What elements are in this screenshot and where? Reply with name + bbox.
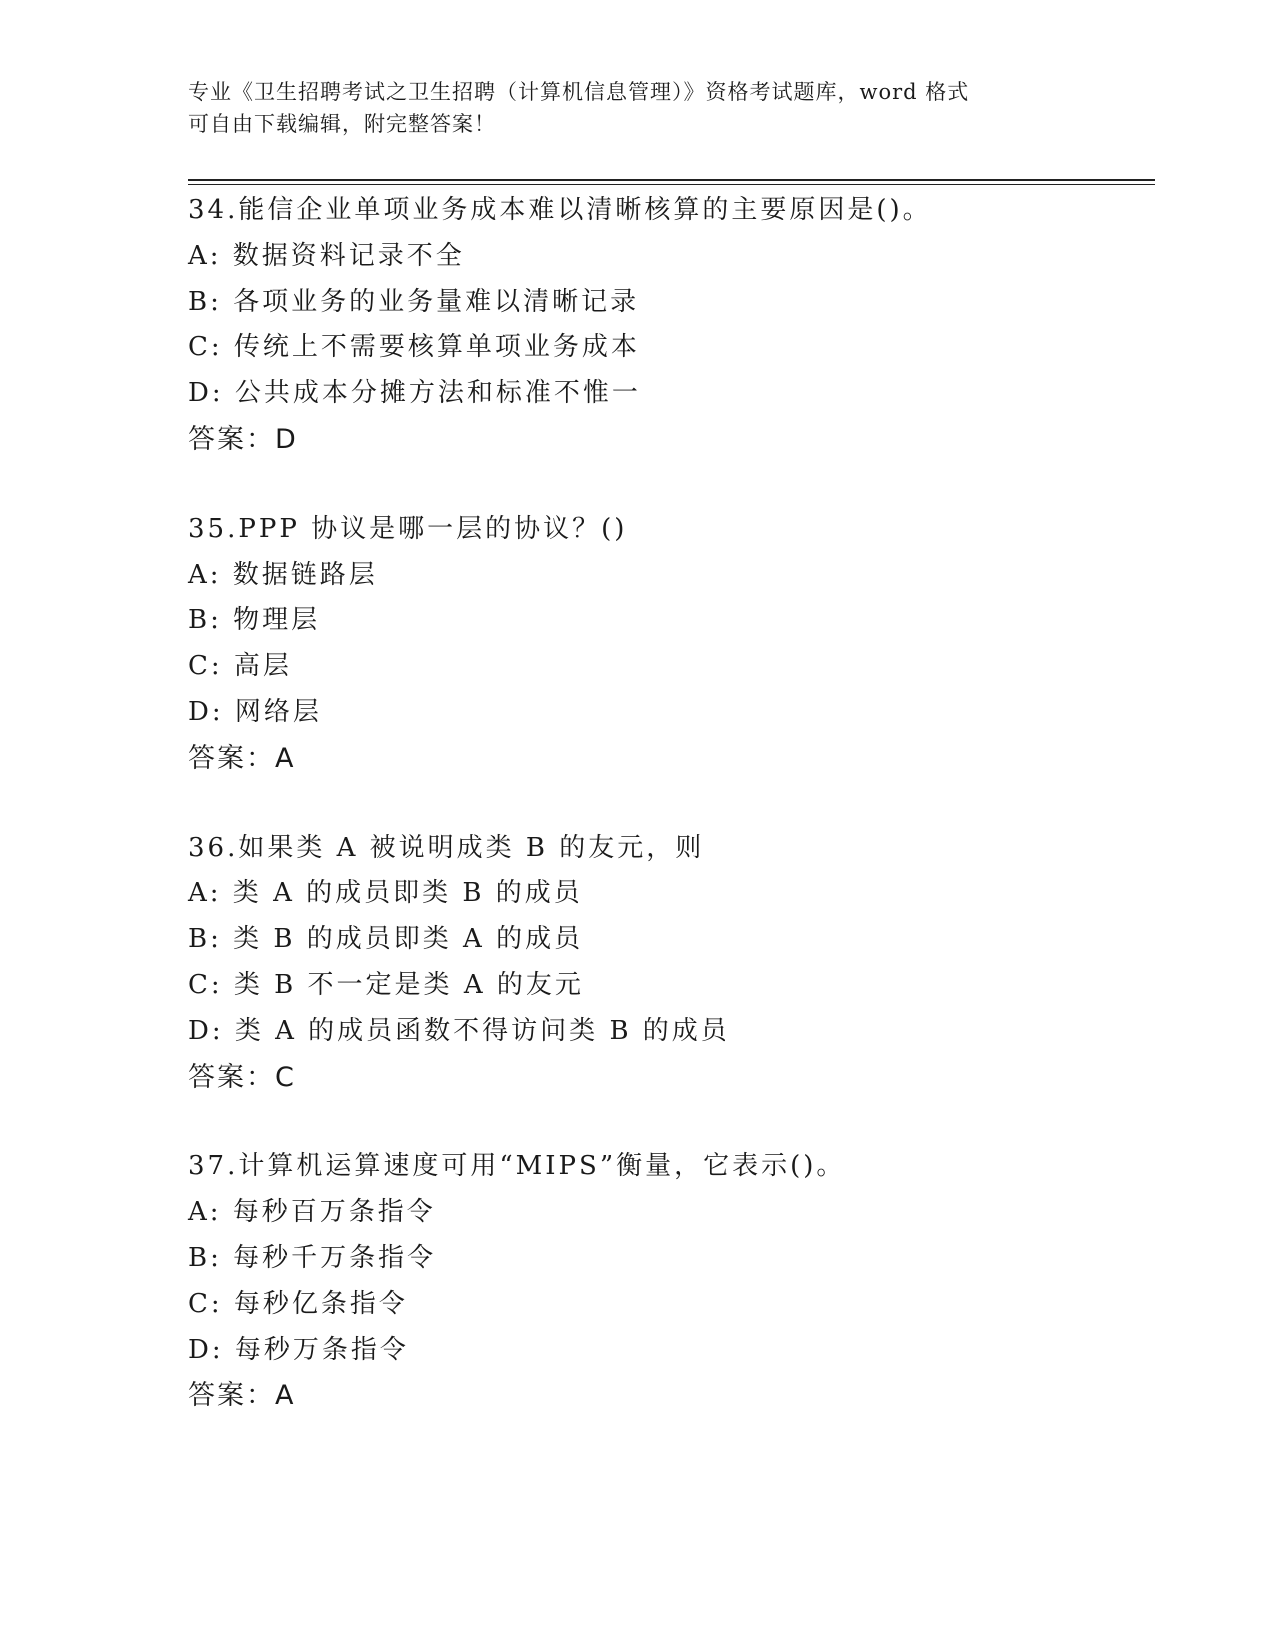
option-b: B: 类 B 的成员即类 A 的成员: [188, 924, 584, 955]
option-d: D: 每秒万条指令: [188, 1334, 409, 1365]
answer-label: 答案：D: [188, 423, 298, 455]
option-c: C: 类 B 不一定是类 A 的友元: [188, 969, 584, 1000]
question-stem: 34.能信企业单项业务成本难以清晰核算的主要原因是()。: [188, 195, 932, 225]
option-b: B: 每秒千万条指令: [188, 1242, 437, 1273]
option-c: C: 传统上不需要核算单项业务成本: [188, 332, 640, 363]
question-35: [188, 507, 1148, 782]
question-37: [188, 1144, 1148, 1419]
question-stem: 37.计算机运算速度可用“MIPS”衡量，它表示()。: [188, 1151, 846, 1182]
question-stem: 35.PPP 协议是哪一层的协议？(): [188, 513, 628, 544]
document-header: [188, 76, 1088, 140]
option-d: D: 公共成本分摊方法和标准不惟一: [188, 378, 641, 409]
option-c: C: 高层: [188, 651, 292, 682]
header-line-2: 可自由下载编辑，附完整答案！: [188, 112, 496, 136]
answer-label: 答案：A: [188, 1380, 296, 1412]
option-d: D: 网络层: [188, 696, 322, 727]
option-a: A: 类 A 的成员即类 B 的成员: [188, 878, 583, 909]
question-stem: 36.如果类 A 被说明成类 B 的友元，则: [188, 832, 705, 863]
option-c: C: 每秒亿条指令: [188, 1288, 408, 1319]
question-34: [188, 188, 1148, 463]
question-list: [188, 188, 1148, 1463]
option-d: D: 类 A 的成员函数不得访问类 B 的成员: [188, 1015, 730, 1046]
option-b: B: 各项业务的业务量难以清晰记录: [188, 286, 640, 317]
header-divider-thick: [188, 179, 1155, 181]
answer-label: 答案：C: [188, 1061, 296, 1093]
option-a: A: 每秒百万条指令: [188, 1197, 436, 1228]
option-a: A: 数据资料记录不全: [188, 240, 465, 271]
option-a: A: 数据链路层: [188, 559, 378, 590]
option-b: B: 物理层: [188, 605, 321, 636]
question-36: [188, 826, 1148, 1101]
header-divider-thin: [188, 184, 1155, 185]
header-line-1: 专业《卫生招聘考试之卫生招聘（计算机信息管理）》资格考试题库，word 格式: [188, 80, 970, 104]
answer-label: 答案：A: [188, 742, 296, 774]
